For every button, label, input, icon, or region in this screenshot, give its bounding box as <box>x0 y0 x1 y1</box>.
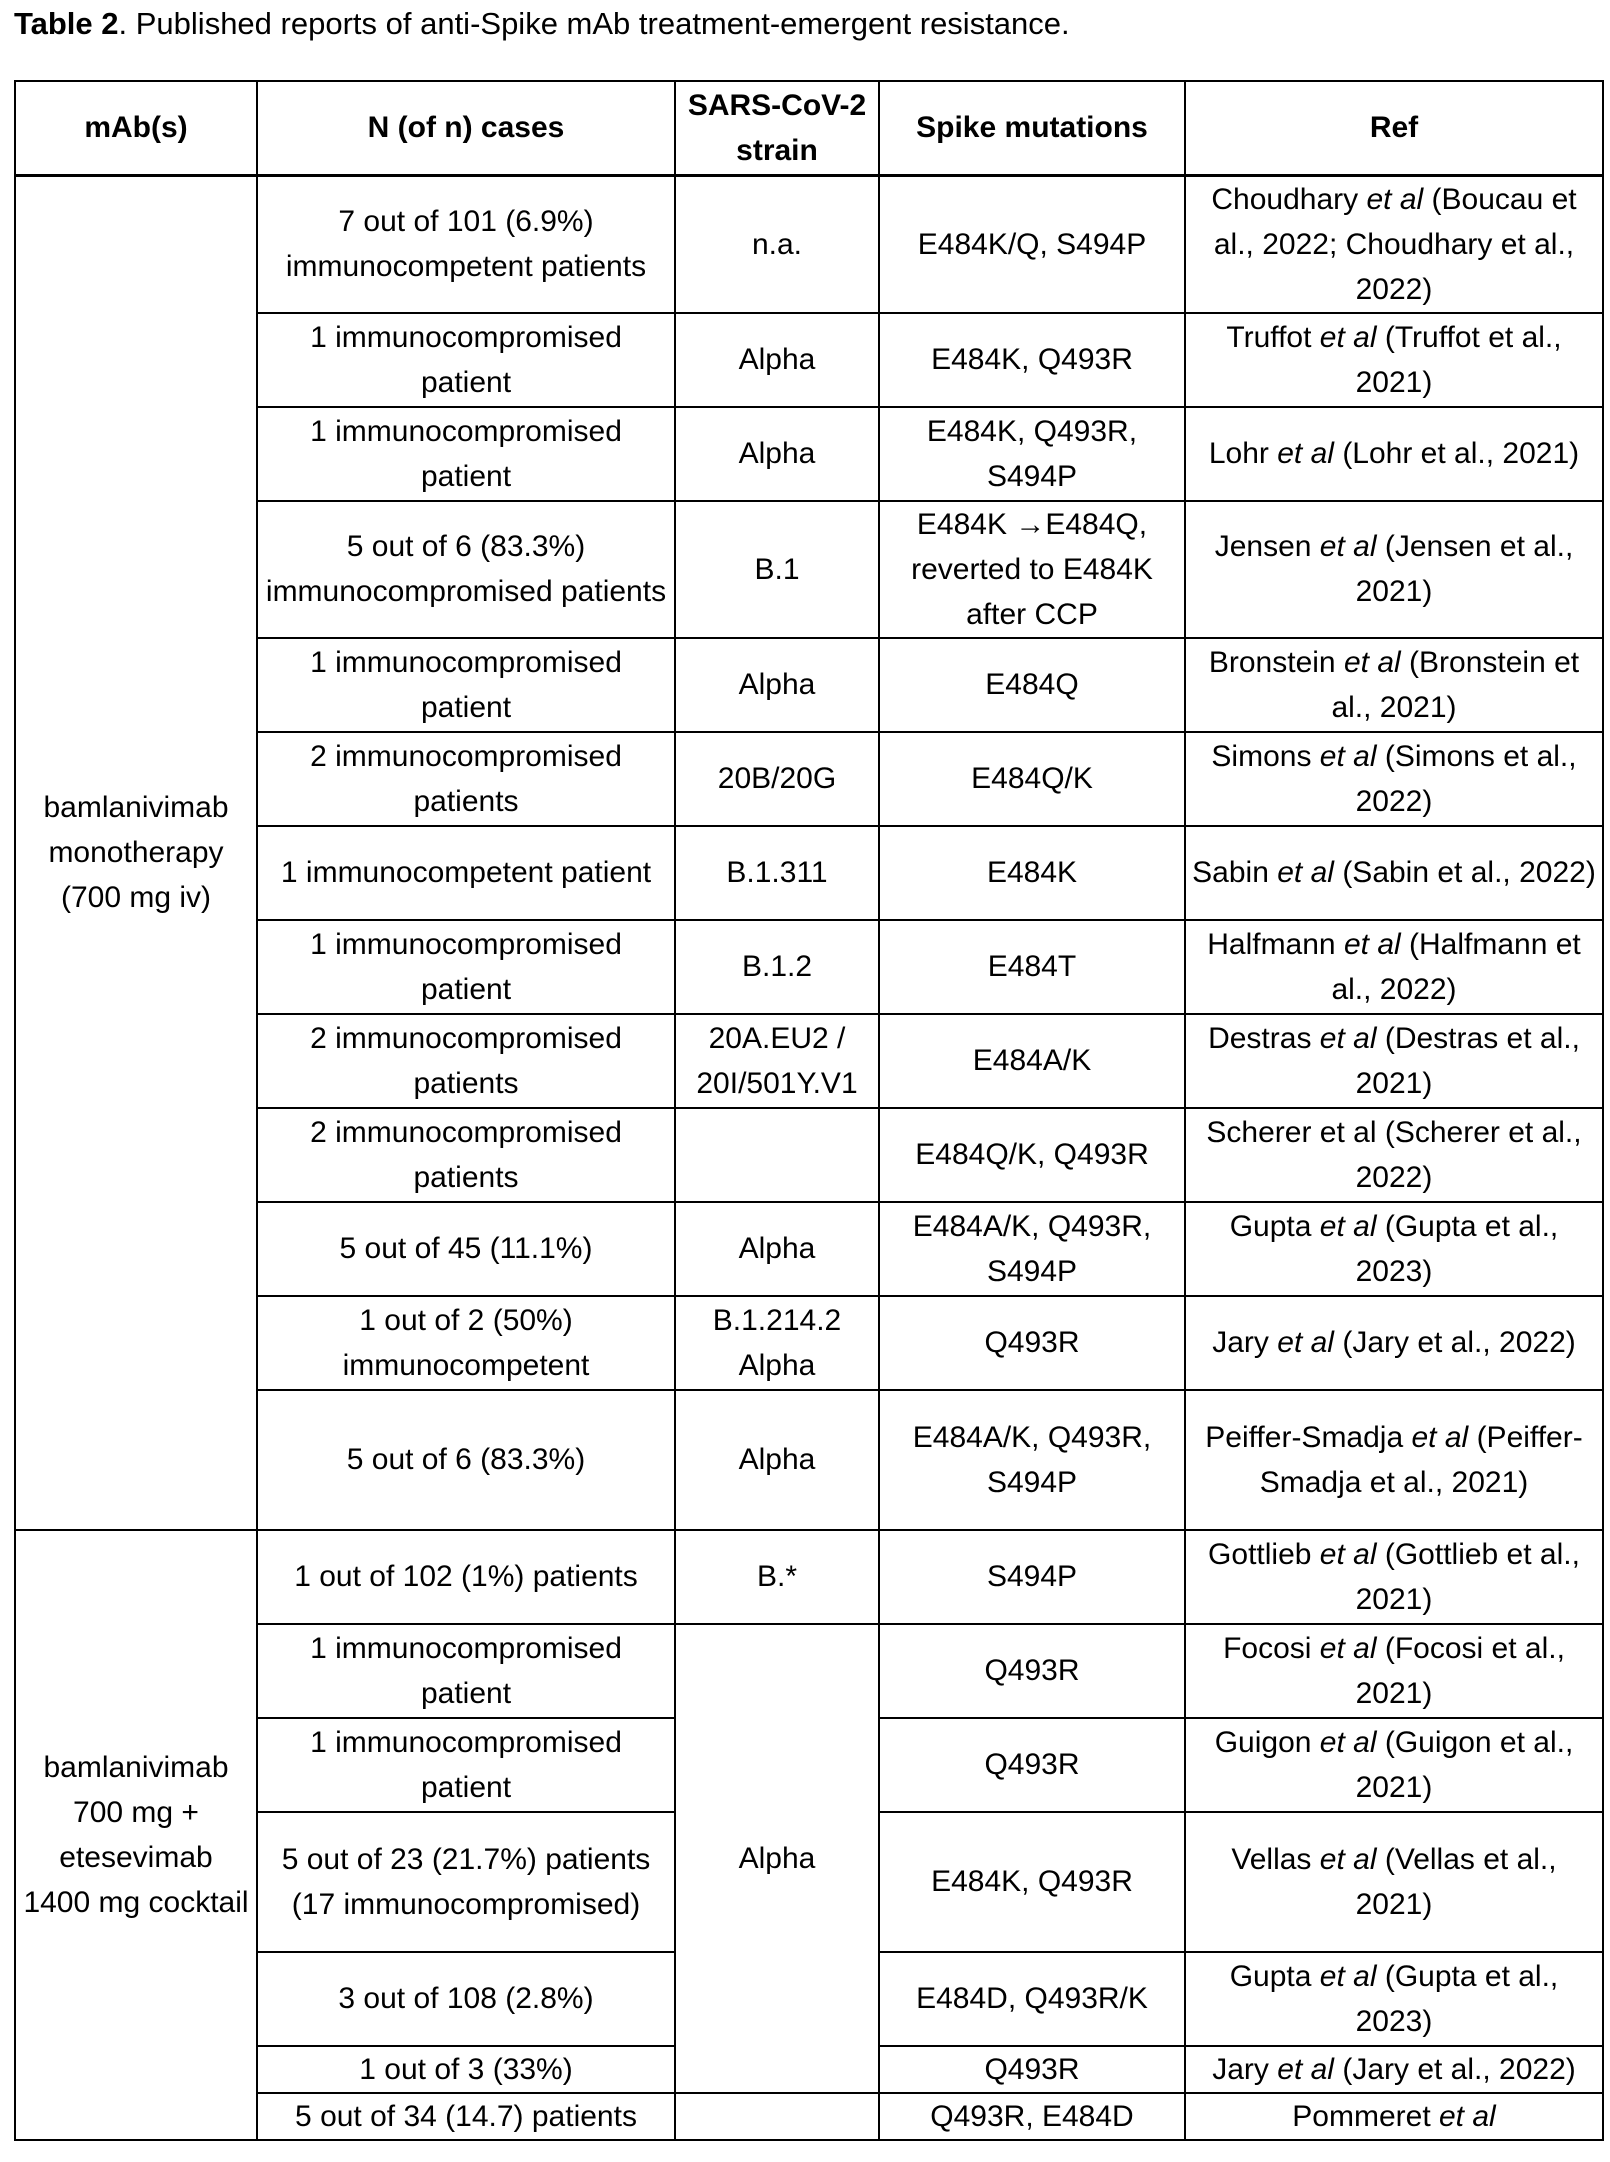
cases-cell: 1 out of 102 (1%) patients <box>257 1530 675 1624</box>
strain-cell: B.1.2 <box>675 920 879 1014</box>
ref-author: Gottlieb <box>1208 1537 1312 1571</box>
ref-author: Peiffer-Smadja <box>1205 1420 1404 1454</box>
ref-citation: (Destras et al., 2021) <box>1355 1021 1580 1100</box>
strain-cell: 20A.EU2 / 20I/501Y.V1 <box>675 1014 879 1108</box>
cases-cell: 5 out of 6 (83.3%) immunocompromised patients <box>257 501 675 638</box>
mab-group-cell: bamlanivimab 700 mg + etesevimab 1400 mg cocktail <box>15 1530 257 2140</box>
ref-cell <box>1185 638 1603 732</box>
ref-etal: et al <box>1319 1021 1377 1055</box>
ref-etal: et al <box>1277 856 1334 889</box>
ref-cell <box>1185 1718 1603 1812</box>
ref-citation: (Truffot et al., 2021) <box>1355 320 1562 399</box>
ref-author: Bronstein <box>1208 645 1336 679</box>
strain-cell <box>675 2093 879 2140</box>
cases-cell: 1 immunocompromised patient <box>257 407 675 501</box>
ref-etal: et al <box>1319 1209 1377 1243</box>
ref-citation: (Gupta et al., 2023) <box>1355 1959 1559 2038</box>
ref-etal: et al <box>1277 2052 1334 2086</box>
ref-author: Vellas <box>1231 1842 1312 1876</box>
ref-cell <box>1185 1014 1603 1108</box>
ref-cell <box>1185 1390 1603 1530</box>
ref-etal: et al <box>1319 1842 1377 1876</box>
cases-cell: 5 out of 45 (11.1%) <box>257 1202 675 1296</box>
ref-cell <box>1185 1624 1603 1718</box>
strain-cell: B.1.311 <box>675 826 879 920</box>
ref-etal: et al <box>1319 320 1377 354</box>
resistance-table <box>14 80 1604 2141</box>
ref-cell <box>1185 1812 1603 1952</box>
header-mutations: Spike mutations <box>879 81 1185 175</box>
ref-author: Guigon <box>1214 1725 1312 1759</box>
cases-cell: 5 out of 6 (83.3%) <box>257 1390 675 1530</box>
ref-citation: (Sabin et al., 2022) <box>1342 856 1596 889</box>
ref-author: Jensen <box>1214 530 1312 563</box>
ref-author: Gupta <box>1229 1209 1312 1243</box>
ref-cell <box>1185 732 1603 826</box>
mutations-cell: E484T <box>879 920 1185 1014</box>
ref-author: Lohr <box>1208 437 1269 470</box>
cases-cell: 5 out of 23 (21.7%) patients (17 immunocompromised) <box>257 1812 675 1952</box>
ref-author: Simons <box>1211 739 1312 773</box>
mutations-cell: E484D, Q493R/K <box>879 1952 1185 2046</box>
cases-cell: 1 immunocompromised patient <box>257 638 675 732</box>
ref-author: Focosi <box>1223 1631 1312 1665</box>
ref-etal: et al <box>1411 1420 1469 1454</box>
strain-cell: Alpha <box>675 1390 879 1530</box>
ref-author: Truffot <box>1226 320 1312 354</box>
strain-cell: 20B/20G <box>675 732 879 826</box>
header-ref: Ref <box>1185 81 1603 175</box>
table-body <box>15 175 1603 2140</box>
ref-etal: et al <box>1277 437 1334 470</box>
strain-cell: B.1 <box>675 501 879 638</box>
ref-author: Choudhary <box>1211 182 1359 216</box>
table-row <box>15 175 1603 313</box>
mutations-cell: E484A/K <box>879 1014 1185 1108</box>
ref-citation: (Jary et al., 2022) <box>1342 1326 1576 1359</box>
ref-citation: (Boucau et al., 2022; Choudhary et al., 2022) <box>1213 182 1577 306</box>
ref-cell <box>1185 313 1603 407</box>
ref-cell <box>1185 2046 1603 2093</box>
mutations-cell: E484A/K, Q493R, S494P <box>879 1202 1185 1296</box>
ref-author: Destras <box>1208 1021 1312 1055</box>
ref-citation: (Focosi et al., 2021) <box>1355 1631 1565 1710</box>
ref-cell <box>1185 1202 1603 1296</box>
mab-group-cell: bamlanivimab monotherapy (700 mg iv) <box>15 175 257 1530</box>
ref-author: Jary <box>1212 2052 1269 2086</box>
ref-author: Pommeret <box>1292 2099 1431 2133</box>
cases-cell: 2 immunocompromised patients <box>257 732 675 826</box>
cases-cell: 1 out of 2 (50%) immunocompetent <box>257 1296 675 1390</box>
ref-citation: (Gottlieb et al., 2021) <box>1355 1537 1580 1616</box>
mutations-cell: E484A/K, Q493R, S494P <box>879 1390 1185 1530</box>
header-cases: N (of n) cases <box>257 81 675 175</box>
ref-etal: et al <box>1343 927 1401 961</box>
table-caption <box>14 6 1070 42</box>
ref-citation: (Lohr et al., 2021) <box>1342 437 1580 470</box>
ref-etal: et al <box>1277 1326 1334 1359</box>
ref-cell <box>1185 826 1603 920</box>
ref-etal: et al <box>1319 1725 1377 1759</box>
ref-author: Jary <box>1212 1326 1269 1359</box>
strain-cell: Alpha <box>675 1624 879 2093</box>
table-header-row <box>15 81 1603 175</box>
mutations-cell: E484Q <box>879 638 1185 732</box>
mutations-cell: Q493R <box>879 1296 1185 1390</box>
cases-cell: 1 immunocompromised patient <box>257 1718 675 1812</box>
ref-etal: et al <box>1366 182 1424 216</box>
strain-cell: Alpha <box>675 313 879 407</box>
ref-citation: (Jensen et al., 2021) <box>1355 530 1574 608</box>
cases-cell: 2 immunocompromised patients <box>257 1108 675 1202</box>
ref-author: Sabin <box>1192 856 1269 889</box>
ref-citation: (Simons et al., 2022) <box>1355 739 1577 818</box>
ref-author: Gupta <box>1229 1959 1312 1993</box>
ref-citation: (Bronstein et al., 2021) <box>1331 645 1580 724</box>
ref-citation: (Halfmann et al., 2022) <box>1331 927 1581 1006</box>
cases-cell: 5 out of 34 (14.7) patients <box>257 2093 675 2140</box>
cases-cell: 1 immunocompromised patient <box>257 313 675 407</box>
strain-cell: Alpha <box>675 638 879 732</box>
mutations-cell: Q493R <box>879 2046 1185 2093</box>
ref-cell <box>1185 2093 1603 2140</box>
ref-author: Scherer et al <box>1206 1115 1377 1149</box>
mutations-cell: E484K <box>879 826 1185 920</box>
strain-cell: B.1.214.2 Alpha <box>675 1296 879 1390</box>
strain-cell: n.a. <box>675 175 879 313</box>
table-caption-text: . Published reports of anti-Spike mAb treatment-emergent resistance. <box>118 6 1070 41</box>
mutations-cell: E484K, Q493R <box>879 313 1185 407</box>
ref-etal: et al <box>1439 2099 1496 2133</box>
cases-cell: 7 out of 101 (6.9%) immunocompetent patients <box>257 175 675 313</box>
ref-cell <box>1185 175 1603 313</box>
mutations-cell: S494P <box>879 1530 1185 1624</box>
mutations-cell: E484K, Q493R, S494P <box>879 407 1185 501</box>
ref-cell <box>1185 501 1603 638</box>
ref-etal: et al <box>1319 1537 1377 1571</box>
ref-etal: et al <box>1319 1631 1377 1665</box>
strain-cell <box>675 1108 879 1202</box>
ref-cell <box>1185 1108 1603 1202</box>
mutations-cell: E484K/Q, S494P <box>879 175 1185 313</box>
header-mabs: mAb(s) <box>15 81 257 175</box>
ref-etal: et al <box>1343 645 1401 679</box>
ref-author: Halfmann <box>1207 927 1336 961</box>
mutations-cell: E484K →E484Q, reverted to E484K after CCP <box>879 501 1185 638</box>
ref-cell <box>1185 920 1603 1014</box>
cases-cell: 3 out of 108 (2.8%) <box>257 1952 675 2046</box>
ref-citation: (Guigon et al., 2021) <box>1355 1725 1574 1804</box>
mutations-cell: Q493R <box>879 1624 1185 1718</box>
cases-cell: 2 immunocompromised patients <box>257 1014 675 1108</box>
ref-citation: (Jary et al., 2022) <box>1342 2052 1576 2086</box>
strain-cell: Alpha <box>675 1202 879 1296</box>
mutations-cell: E484Q/K, Q493R <box>879 1108 1185 1202</box>
mutations-cell: E484K, Q493R <box>879 1812 1185 1952</box>
ref-citation: (Vellas et al., 2021) <box>1355 1842 1557 1921</box>
mutations-cell: Q493R, E484D <box>879 2093 1185 2140</box>
ref-cell <box>1185 1296 1603 1390</box>
strain-cell: Alpha <box>675 407 879 501</box>
cases-cell: 1 immunocompromised patient <box>257 1624 675 1718</box>
mutations-cell: E484Q/K <box>879 732 1185 826</box>
ref-citation: (Gupta et al., 2023) <box>1355 1209 1559 1288</box>
ref-etal: et al <box>1319 530 1377 563</box>
ref-cell <box>1185 1530 1603 1624</box>
ref-etal: et al <box>1319 1959 1377 1993</box>
cases-cell: 1 immunocompetent patient <box>257 826 675 920</box>
table-label: Table 2 <box>14 6 119 41</box>
ref-cell <box>1185 407 1603 501</box>
cases-cell: 1 immunocompromised patient <box>257 920 675 1014</box>
cases-cell: 1 out of 3 (33%) <box>257 2046 675 2093</box>
strain-cell: B.* <box>675 1530 879 1624</box>
ref-etal: et al <box>1319 739 1377 773</box>
ref-citation: (Scherer et al., 2022) <box>1355 1115 1582 1194</box>
table-row <box>15 1530 1603 1624</box>
header-strain: SARS-CoV-2 strain <box>675 81 879 175</box>
ref-cell <box>1185 1952 1603 2046</box>
mutations-cell: Q493R <box>879 1718 1185 1812</box>
ref-citation: (Peiffer-Smadja et al., 2021) <box>1259 1420 1583 1499</box>
